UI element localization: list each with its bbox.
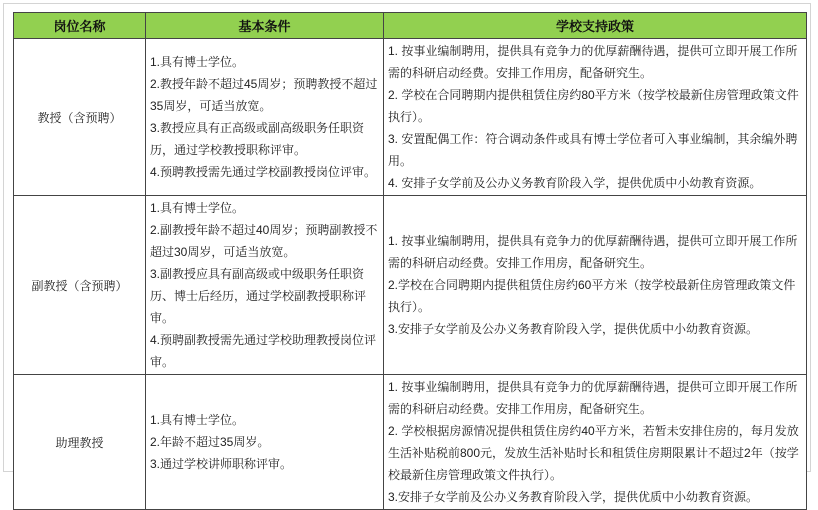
position-name-assistant-professor: 助理教授 (14, 375, 146, 510)
conditions-cell-assistant-professor (146, 375, 384, 510)
header-school-support-policies: 学校支持政策 (384, 13, 807, 39)
table-header-row (14, 13, 807, 39)
condition-item: 1.具有博士学位。 (150, 55, 245, 69)
condition-item: 2.年龄不超过35周岁。 (150, 435, 270, 449)
condition-item: 1.具有博士学位。 (150, 201, 245, 215)
position-name-associate-professor: 副教授（含预聘） (14, 196, 146, 375)
policies-cell-associate-professor (384, 196, 807, 375)
conditions-cell-associate-professor (146, 196, 384, 375)
condition-item: 1.具有博士学位。 (150, 413, 245, 427)
policies-cell-assistant-professor (384, 375, 807, 510)
policies-cell-professor (384, 39, 807, 196)
condition-item: 2.教授年龄不超过45周岁；预聘教授不超过35周岁，可适当放宽。 (150, 77, 378, 113)
condition-item: 3.教授应具有正高级或副高级职务任职资历，通过学校教授职称评审。 (150, 121, 365, 157)
condition-item: 4.预聘教授需先通过学校副教授岗位评审。 (150, 165, 377, 179)
table-row-associate-professor (14, 196, 807, 375)
policy-item: 1. 按事业编制聘用，提供具有竞争力的优厚薪酬待遇，提供可立即开展工作所需的科研启动经费。安排工作用房，配备研究生。 (388, 44, 798, 80)
policy-item: 1. 按事业编制聘用，提供具有竞争力的优厚薪酬待遇，提供可立即开展工作所需的科研启动经费。安排工作用房，配备研究生。 (388, 234, 798, 270)
policy-item: 1. 按事业编制聘用，提供具有竞争力的优厚薪酬待遇，提供可立即开展工作所需的科研启动经费。安排工作用房，配备研究生。 (388, 380, 798, 416)
header-position-name: 岗位名称 (14, 13, 146, 39)
table-row-professor (14, 39, 807, 196)
recruitment-table (13, 12, 807, 510)
policy-item: 4. 安排子女学前及公办义务教育阶段入学，提供优质中小幼教育资源。 (388, 176, 762, 190)
table-container (3, 3, 811, 504)
table-row-assistant-professor (14, 375, 807, 510)
policy-item: 2. 学校在合同聘期内提供租赁住房约80平方米（按学校最新住房管理政策文件执行）。 (388, 88, 799, 124)
condition-item: 2.副教授年龄不超过40周岁；预聘副教授不超过30周岁，可适当放宽。 (150, 223, 378, 259)
condition-item: 3.通过学校讲师职称评审。 (150, 457, 293, 471)
policy-item: 2.学校在合同聘期内提供租赁住房约60平方米（按学校最新住房管理政策文件执行）。 (388, 278, 796, 314)
policy-item: 3.安排子女学前及公办义务教育阶段入学，提供优质中小幼教育资源。 (388, 322, 759, 336)
header-basic-conditions: 基本条件 (146, 13, 384, 39)
policy-item: 3.安排子女学前及公办义务教育阶段入学，提供优质中小幼教育资源。 (388, 490, 759, 504)
position-name-professor: 教授（含预聘） (14, 39, 146, 196)
condition-item: 4.预聘副教授需先通过学校助理教授岗位评审。 (150, 333, 377, 369)
conditions-cell-professor (146, 39, 384, 196)
policy-item: 2. 学校根据房源情况提供租赁住房约40平方米，若暂未安排住房的，每月发放生活补贴税前800元，发放生活补贴时长和租赁住房期限累计不超过2年（按学校最新住房管理政策文件执行）。 (388, 424, 799, 482)
condition-item: 3.副教授应具有副高级或中级职务任职资历、博士后经历，通过学校副教授职称评审。 (150, 267, 367, 325)
policy-item: 3. 安置配偶工作：符合调动条件或具有博士学位者可入事业编制，其余编外聘用。 (388, 132, 798, 168)
